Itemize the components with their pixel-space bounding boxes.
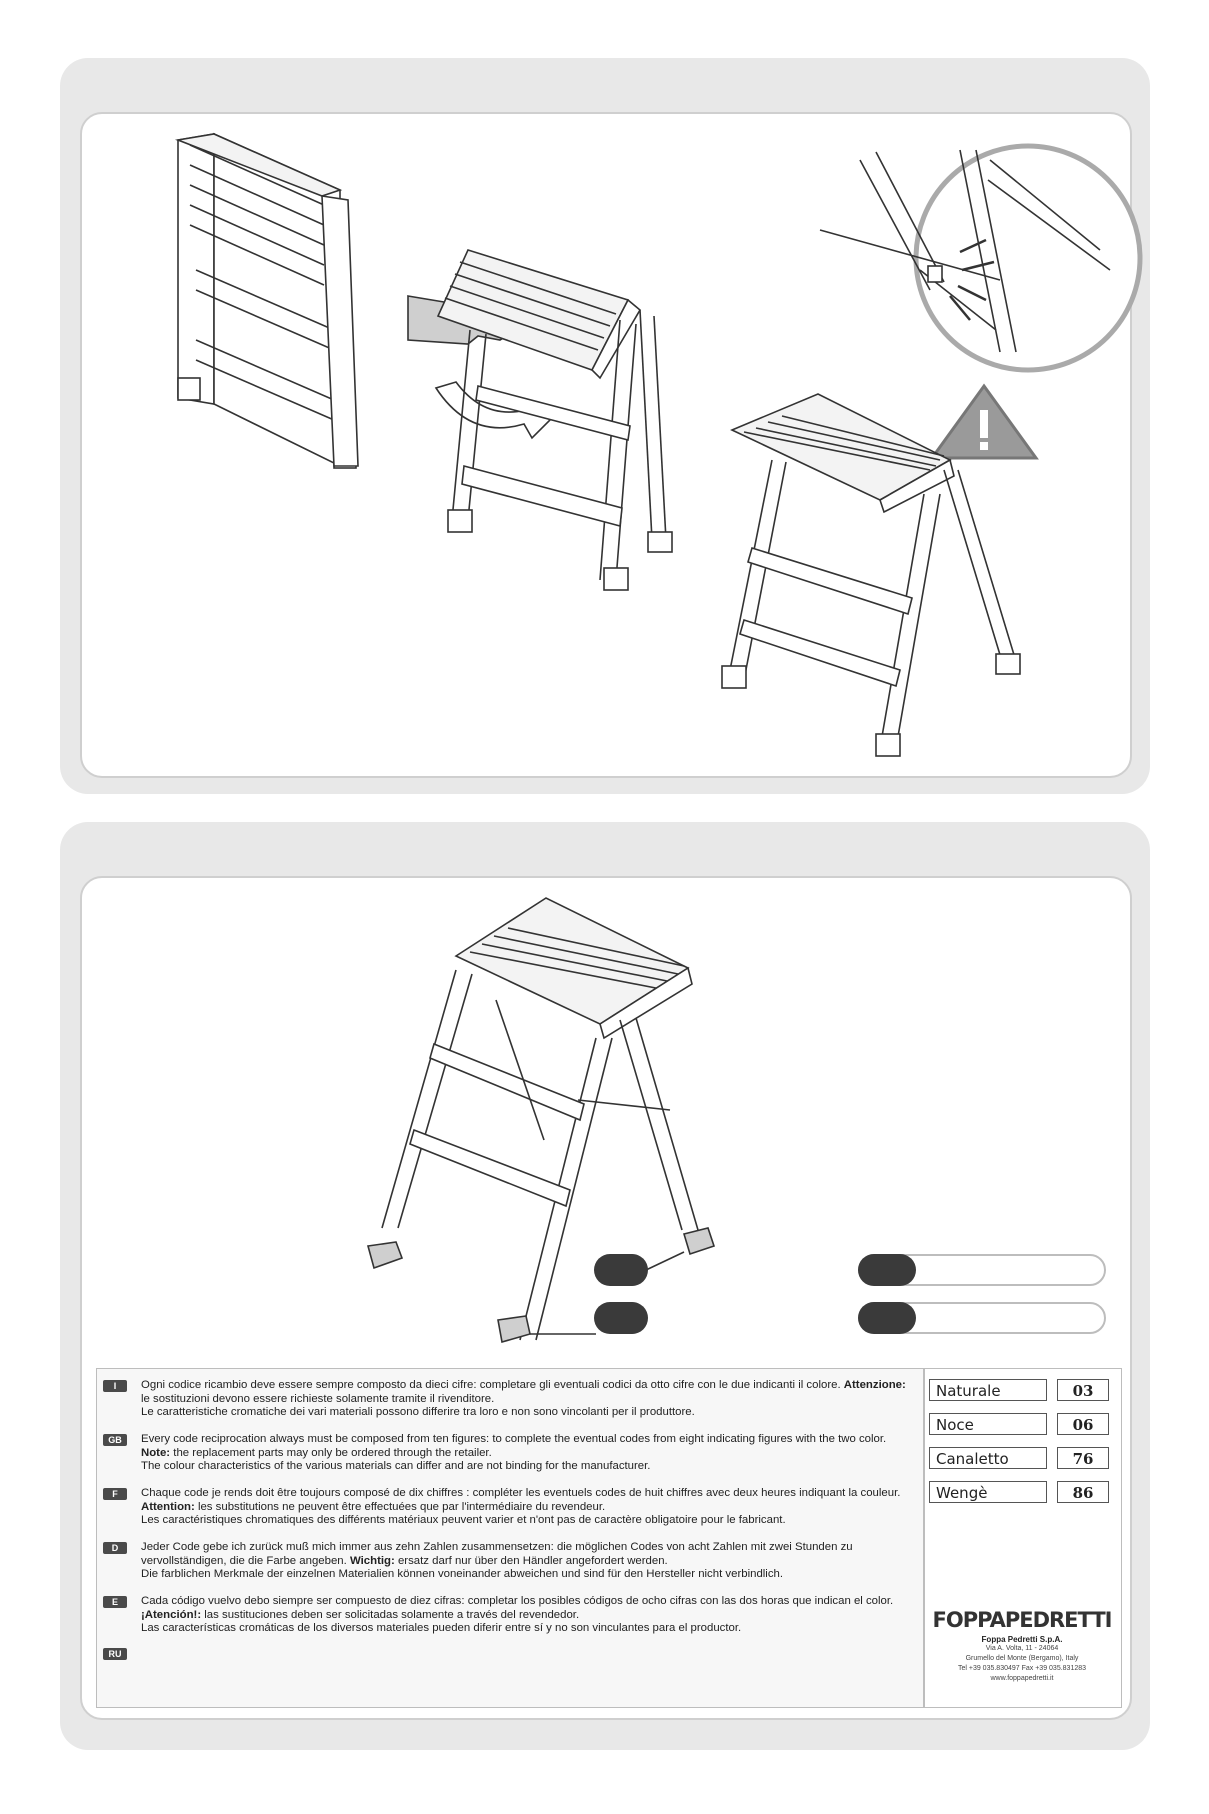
- colour-name: Naturale: [929, 1379, 1047, 1401]
- colour-row: [929, 1481, 1115, 1505]
- company-name: Foppa Pedretti S.p.A.: [981, 1635, 1063, 1644]
- instruction-text: Chaque code je rends doit être toujours composé de dix chiffres : compléter les eventuels codes de huit chiffres avec deux heures indiquant la couleur. Attention: les substitutions ne peuvent être effectuées que par l'intermédiaire du revendeur. Les caractéristiques chromatiques des différents matériaux peuvent varier et n'ont pas de caractère obligatoire pour le fabricant.: [141, 1487, 901, 1527]
- code-field-1: [858, 1254, 1106, 1286]
- instruction-text: Jeder Code gebe ich zurück muß mich immer aus zehn Zahlen zusammensetzen: die möglichen Codes von acht Zahlen mit zwei Stunden zu vervollständigen, die die Farbe angeben. Wichtig: ersatz darf nur über den Händler angefordert werden. Die farblichen Merkmale der einzelnen Materialien können voneinander abweichen und sind für den Hersteller nicht verbindlich.: [141, 1541, 853, 1581]
- colour-name: Canaletto: [929, 1447, 1047, 1469]
- instructions-box: [96, 1368, 924, 1708]
- instruction-text: Ogni codice ricambio deve essere sempre composto da dieci cifre: completare gli eventuali codici da otto cifre con le due indicanti il colore. Attenzione: le sostituzioni devono essere richieste solamente tramite il rivenditore. Le caratteristiche cromatiche dei vari materiali possono differire tra loro e non sono vincolanti per il produttore.: [141, 1379, 906, 1419]
- instruction-text: Every code reciprocation always must be composed from ten figures: to complete the eventual codes from eight indicating figures with the two color. Note: the replacement parts may only be ordered through the retailer. The colour characteristics of the various materials can differ and are not binding for the manufacturer.: [141, 1433, 887, 1473]
- code-field-2: [858, 1302, 1106, 1334]
- language-badge: E: [103, 1596, 127, 1608]
- code-label-cap-back: [594, 1302, 648, 1334]
- language-badge: RU: [103, 1648, 127, 1660]
- colour-code: 06: [1057, 1413, 1109, 1435]
- instruction-text: Cada código vuelvo debo siempre ser compuesto de diez cifras: completar los posibles códigos de ocho cifras con las dos horas que indican el color. ¡Atención!: las sustituciones deben ser solicitadas solamente a través del revendedor. Las características cromáticas de los diversos materiales pueden diferir entre sí y no son vinculantes para el productor.: [141, 1595, 894, 1635]
- colour-row: [929, 1413, 1115, 1437]
- brand-block: [924, 1608, 1120, 1684]
- company-address: Via A. Volta, 11 - 24064: [985, 1645, 1059, 1652]
- company-website: www.foppapedretti.it: [990, 1675, 1054, 1682]
- code-label-cap-front: [594, 1254, 648, 1286]
- language-badge: GB: [103, 1434, 127, 1446]
- colour-code: 03: [1057, 1379, 1109, 1401]
- stool-parts-drawing: [382, 898, 698, 1340]
- language-badge: D: [103, 1542, 127, 1554]
- foot-caps-drawing: [368, 1228, 714, 1342]
- colour-code: 86: [1057, 1481, 1109, 1503]
- brand-logo: FOPPAPEDRETTI: [932, 1608, 1112, 1632]
- language-badge: F: [103, 1488, 127, 1500]
- language-badge: I: [103, 1380, 127, 1392]
- company-city: Grumello del Monte (Bergamo), Italy: [965, 1655, 1079, 1662]
- colour-code: 76: [1057, 1447, 1109, 1469]
- colour-name: Noce: [929, 1413, 1047, 1435]
- company-phone: Tel +39 035.830497 Fax +39 035.831283: [957, 1665, 1087, 1672]
- colour-row: [929, 1447, 1115, 1471]
- colour-row: [929, 1379, 1115, 1403]
- colour-name: Wengè: [929, 1481, 1047, 1503]
